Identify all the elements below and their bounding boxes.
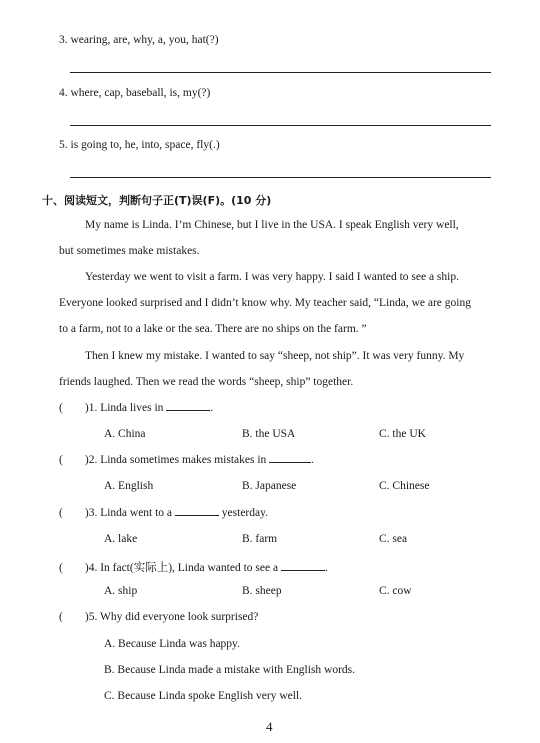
question-5 — [59, 611, 258, 623]
answer-paren-open[interactable]: ( — [59, 402, 63, 414]
answer-paren-close: ) — [84, 402, 89, 414]
answer-paren-close: ) — [84, 507, 89, 519]
passage-line: but sometimes make mistakes. — [59, 245, 200, 257]
passage-line: Yesterday we went to visit a farm. I was very happy. I said I wanted to see a ship. — [85, 271, 459, 283]
passage-line: friends laughed. Then we read the words “sheep, ship” together. — [59, 376, 354, 388]
question-stem: 5. Why did everyone look surprised? — [88, 611, 259, 623]
passage-line: Then I knew my mistake. I wanted to say “sheep, not ship”. It was very funny. My — [85, 350, 465, 362]
question-stem: 2. Linda sometimes makes mistakes in — [88, 454, 267, 466]
option-c[interactable]: C. Chinese — [379, 480, 430, 492]
answer-line-4[interactable] — [70, 125, 491, 126]
option-b[interactable]: B. sheep — [242, 585, 282, 597]
answer-paren-close: ) — [84, 562, 89, 574]
reorder-question-5: 5. is going to, he, into, space, fly(.) — [59, 139, 220, 151]
option-c[interactable]: C. cow — [379, 585, 412, 597]
option-a[interactable]: A. English — [104, 480, 154, 492]
option-b[interactable]: B. farm — [242, 533, 278, 545]
reorder-question-3: 3. wearing, are, why, a, you, hat(?) — [59, 34, 219, 46]
answer-line-3[interactable] — [70, 72, 491, 73]
option-b[interactable]: B. Because Linda made a mistake with English words. — [104, 664, 356, 676]
passage-line: to a farm, not to a lake or the sea. There are no ships on the farm. ” — [59, 323, 367, 335]
question-stem: 1. Linda lives in — [88, 402, 164, 414]
option-c[interactable]: C. Because Linda spoke English very well. — [104, 690, 303, 702]
answer-paren-open[interactable]: ( — [59, 507, 63, 519]
passage-line: My name is Linda. I’m Chinese, but I live in the USA. I speak English very well, — [85, 219, 459, 231]
question-stem: 3. Linda went to a — [88, 507, 173, 519]
question-stem: 4. In fact(实际上), Linda wanted to see a — [88, 562, 279, 574]
fill-blank[interactable] — [175, 515, 219, 516]
option-a[interactable]: A. ship — [104, 585, 138, 597]
option-c[interactable]: C. sea — [379, 533, 408, 545]
question-4 — [59, 559, 328, 575]
question-stem-end: . — [311, 454, 315, 466]
answer-line-5[interactable] — [70, 177, 491, 178]
reorder-question-4: 4. where, cap, baseball, is, my(?) — [59, 87, 211, 99]
answer-paren-close: ) — [84, 611, 89, 623]
answer-paren-close: ) — [84, 454, 89, 466]
question-2 — [59, 454, 314, 466]
passage-line: Everyone looked surprised and I didn’t know why. My teacher said, “Linda, we are going — [59, 297, 471, 309]
option-a[interactable]: A. Because Linda was happy. — [104, 638, 240, 650]
question-stem-end: . — [324, 562, 328, 574]
answer-paren-open[interactable]: ( — [59, 454, 63, 466]
question-stem-end: yesterday. — [221, 507, 268, 519]
option-a[interactable]: A. lake — [104, 533, 138, 545]
section-heading: 十、阅读短文，判断句子正(T)误(F)。(10 分) — [42, 194, 272, 207]
option-b[interactable]: B. the USA — [242, 428, 296, 440]
answer-paren-open[interactable]: ( — [59, 562, 63, 574]
fill-blank[interactable] — [281, 570, 325, 571]
question-stem-end: . — [210, 402, 214, 414]
option-c[interactable]: C. the UK — [379, 428, 426, 440]
fill-blank[interactable] — [166, 410, 210, 411]
question-1 — [59, 402, 213, 414]
page-number: 4 — [266, 719, 273, 734]
option-a[interactable]: A. China — [104, 428, 146, 440]
question-3 — [59, 507, 268, 519]
answer-paren-open[interactable]: ( — [59, 611, 63, 623]
fill-blank[interactable] — [269, 462, 311, 463]
option-b[interactable]: B. Japanese — [242, 480, 297, 492]
